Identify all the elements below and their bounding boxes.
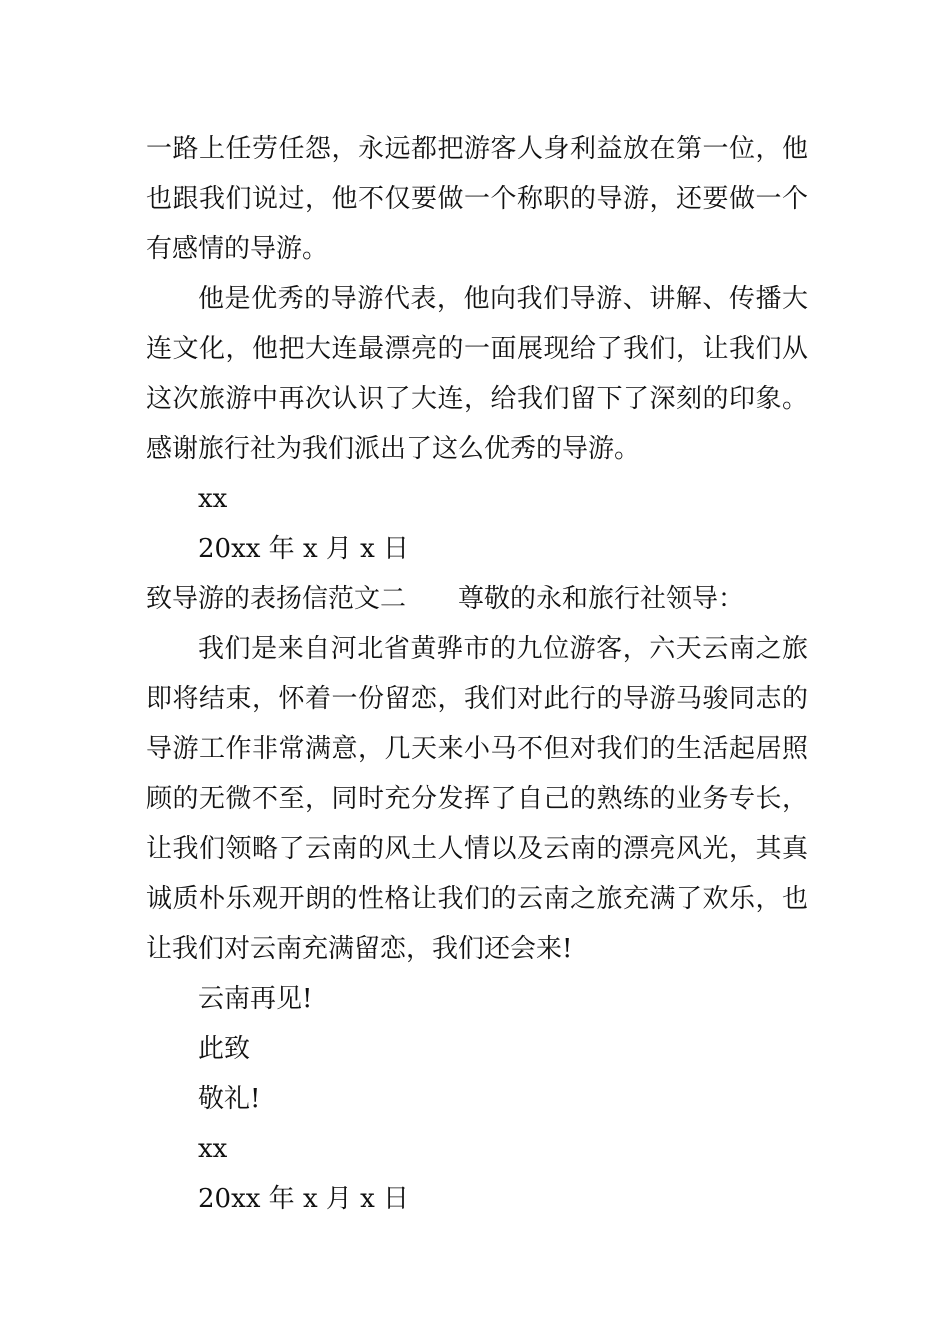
letter2-body-line-5: 让我们领略了云南的风土人情以及云南的漂亮风光，其真 xyxy=(146,834,808,864)
letter2-heading-line xyxy=(146,574,808,624)
letter1-para2-line-4: 感谢旅行社为我们派出了这么优秀的导游。 xyxy=(146,434,641,464)
letter1-para2-line-3: 这次旅游中再次认识了大连，给我们留下了深刻的印象。 xyxy=(146,384,808,414)
letter2-signature: xx xyxy=(198,1134,228,1164)
letter2-body-line-7: 让我们对云南充满留恋，我们还会来! xyxy=(146,934,573,964)
letter1-signature: xx xyxy=(198,484,228,514)
letter2-body-line-3: 导游工作非常满意，几天来小马不但对我们的生活起居照 xyxy=(146,734,808,764)
letter2-salutation: 尊敬的永和旅行社领导： xyxy=(458,584,745,614)
letter2-heading: 致导游的表扬信范文二 xyxy=(146,584,407,614)
letter2-closing-2: 敬礼! xyxy=(198,1084,261,1114)
letter2-body-line-2: 即将结束，怀着一份留恋，我们对此行的导游马骏同志的 xyxy=(146,684,808,714)
letter1-para-end-line-3: 有感情的导游。 xyxy=(146,234,329,264)
letter1-para-end-line-2: 也跟我们说过，他不仅要做一个称职的导游，还要做一个 xyxy=(146,184,808,214)
letter-body xyxy=(146,124,808,1224)
letter2-farewell: 云南再见! xyxy=(198,984,313,1014)
letter2-body-line-4: 顾的无微不至，同时充分发挥了自己的熟练的业务专长， xyxy=(146,784,808,814)
letter2-body-line-1: 我们是来自河北省黄骅市的九位游客，六天云南之旅 xyxy=(198,634,808,664)
letter1-para2-line-2: 连文化，他把大连最漂亮的一面展现给了我们，让我们从 xyxy=(146,334,808,364)
letter1-para-end-line-1: 一路上任劳任怨，永远都把游客人身利益放在第一位，他 xyxy=(146,134,808,164)
letter2-date: 20xx 年 x 月 x 日 xyxy=(198,1184,410,1214)
letter1-para2-line-1: 他是优秀的导游代表，他向我们导游、讲解、传播大 xyxy=(198,284,808,314)
letter1-date: 20xx 年 x 月 x 日 xyxy=(198,534,410,564)
letter2-closing-1: 此致 xyxy=(198,1034,251,1064)
letter2-body-line-6: 诚质朴乐观开朗的性格让我们的云南之旅充满了欢乐，也 xyxy=(146,884,808,914)
